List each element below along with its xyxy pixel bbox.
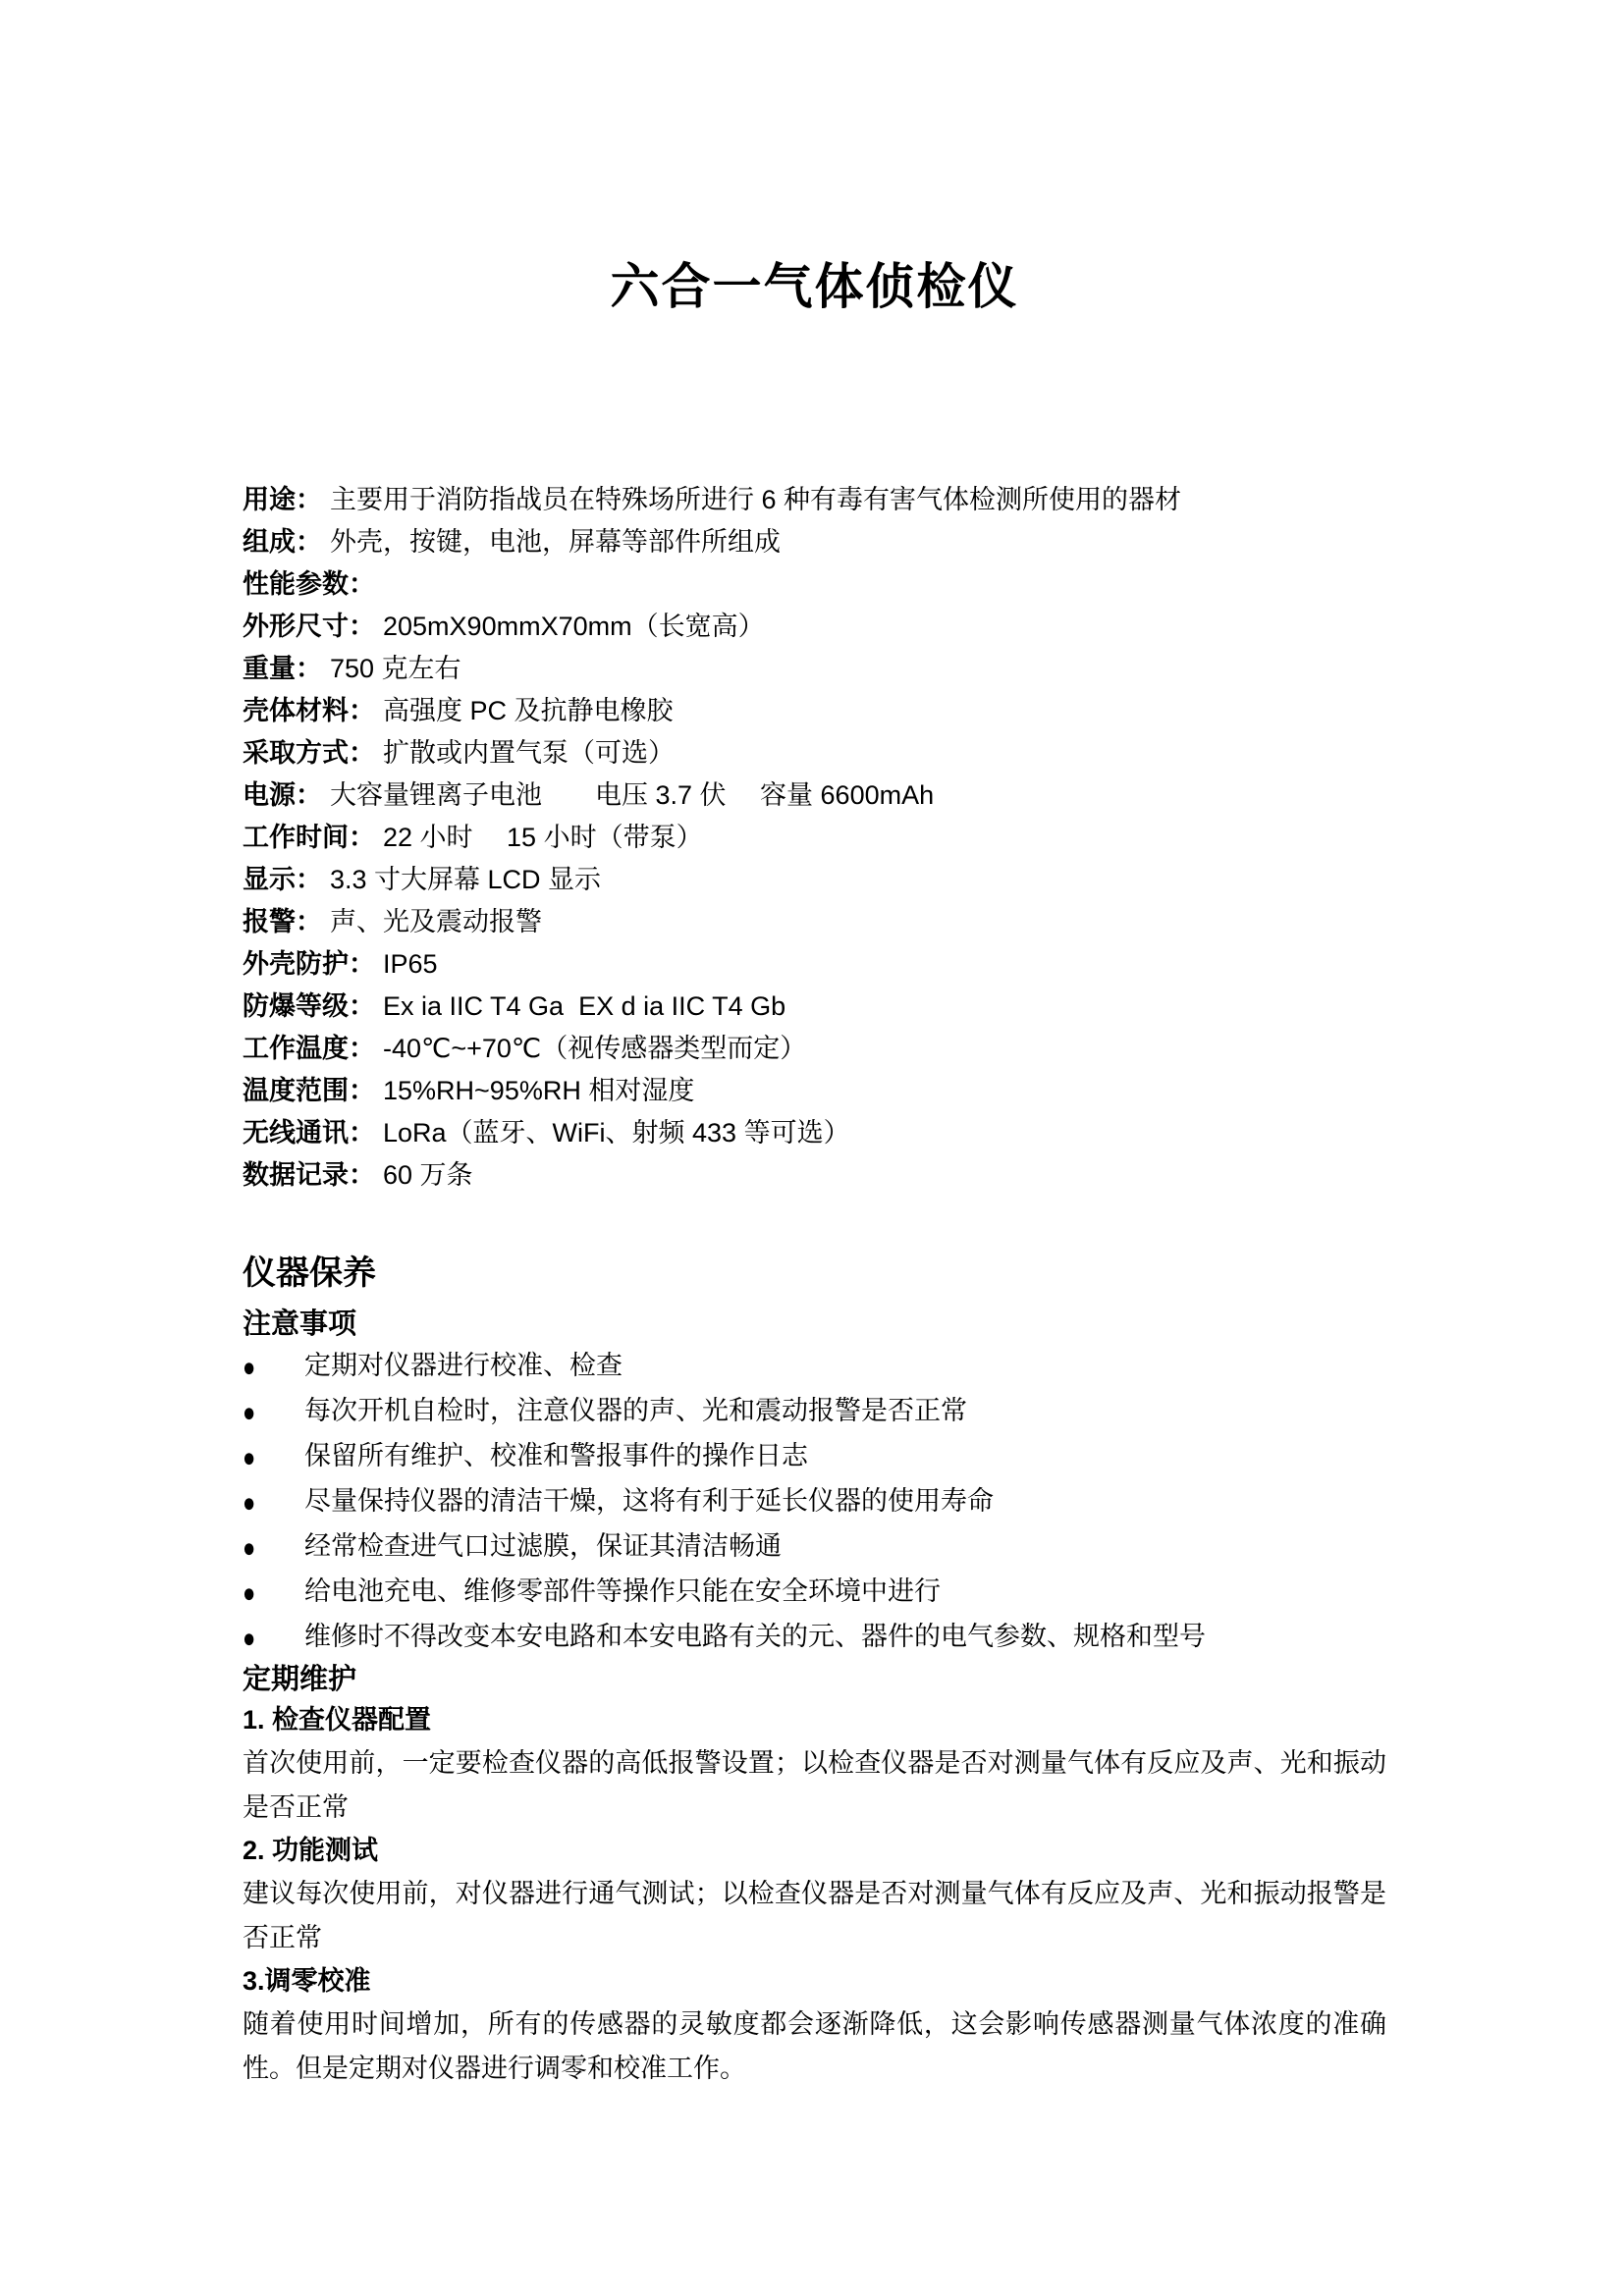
spec-row-wireless	[243, 1112, 1386, 1154]
spec-label: 温度范围：	[243, 1076, 375, 1105]
spec-row-power	[243, 774, 1386, 817]
maintenance-item-zero-calibration	[243, 1960, 1386, 2091]
note-text: 每次开机自检时，注意仪器的声、光和震动报警是否正常	[304, 1396, 967, 1425]
spec-row-ingress-protection	[243, 943, 1386, 986]
spec-value: LoRa（蓝牙、WiFi、射频 433 等可选）	[383, 1118, 850, 1148]
spec-value: 750 克左右	[330, 654, 461, 683]
spec-value: 60 万条	[383, 1160, 473, 1190]
maintenance-item-check-config	[243, 1699, 1386, 1830]
spec-row-purpose	[243, 479, 1386, 521]
notes-list	[243, 1344, 1386, 1660]
spec-label: 工作时间：	[243, 823, 375, 852]
section-heading-maintenance: 仪器保养	[243, 1255, 376, 1292]
spec-row-sampling-method	[243, 732, 1386, 774]
note-text: 经常检查进气口过滤膜，保证其清洁畅通	[304, 1531, 782, 1561]
bullet-icon: ●	[243, 1576, 256, 1609]
spec-value: 主要用于消防指战员在特殊场所进行 6 种有毒有害气体检测所使用的器材	[330, 485, 1182, 514]
note-text: 定期对仪器进行校准、检查	[304, 1351, 623, 1380]
list-item	[243, 1389, 1386, 1434]
spec-label: 报警：	[243, 907, 322, 936]
spec-label: 外壳防护：	[243, 949, 375, 979]
spec-value: -40℃~+70℃（视传感器类型而定）	[383, 1034, 807, 1063]
bullet-icon: ●	[243, 1351, 256, 1383]
spec-row-performance-params	[243, 563, 1386, 606]
spec-row-working-time	[243, 817, 1386, 859]
spec-label: 工作温度：	[243, 1034, 375, 1063]
spec-label: 性能参数：	[243, 569, 375, 599]
spec-label: 电源：	[243, 780, 322, 810]
spec-row-working-temperature	[243, 1028, 1386, 1070]
list-item	[243, 1479, 1386, 1524]
spec-value: 15%RH~95%RH 相对湿度	[383, 1076, 695, 1105]
spec-label: 外形尺寸：	[243, 612, 375, 641]
bullet-icon: ●	[243, 1486, 256, 1519]
spec-value: 大容量锂离子电池 电压 3.7 伏 容量 6600mAh	[330, 780, 935, 810]
spec-value: IP65	[383, 949, 438, 979]
spec-value: 扩散或内置气泵（可选）	[383, 738, 675, 768]
note-text: 维修时不得改变本安电路和本安电路有关的元、器件的电气参数、规格和型号	[304, 1622, 1206, 1651]
spec-row-alarm	[243, 901, 1386, 943]
spec-row-display	[243, 859, 1386, 901]
spec-row-dimensions	[243, 606, 1386, 648]
spec-label: 防爆等级：	[243, 991, 375, 1021]
spec-row-humidity-range	[243, 1070, 1386, 1112]
spec-list	[243, 479, 1386, 1197]
maintenance-item-body: 随着使用时间增加，所有的传感器的灵敏度都会逐渐降低，这会影响传感器测量气体浓度的准确性。但是定期对仪器进行调零和校准工作。	[243, 2009, 1386, 2083]
maintenance-item-title: 2. 功能测试	[243, 1836, 379, 1865]
sub-heading-periodic-maintenance: 定期维护	[243, 1664, 357, 1695]
spec-row-explosion-proof	[243, 986, 1386, 1028]
spec-label: 用途：	[243, 485, 322, 514]
maintenance-item-title: 3.调零校准	[243, 1966, 371, 1996]
list-item	[243, 1344, 1386, 1389]
maintenance-item-body: 首次使用前，一定要检查仪器的高低报警设置；以检查仪器是否对测量气体有反应及声、光和振动是否正常	[243, 1748, 1386, 1822]
sub-heading-notes: 注意事项	[243, 1308, 357, 1340]
list-item	[243, 1434, 1386, 1479]
maintenance-item-function-test	[243, 1830, 1386, 1960]
maintenance-item-body: 建议每次使用前，对仪器进行通气测试；以检查仪器是否对测量气体有反应及声、光和振动报警是否正常	[243, 1879, 1386, 1952]
spec-label: 壳体材料：	[243, 696, 375, 725]
document-title: 六合一气体侦检仪	[610, 259, 1019, 314]
note-text: 尽量保持仪器的清洁干燥，这将有利于延长仪器的使用寿命	[304, 1486, 994, 1516]
bullet-icon: ●	[243, 1396, 256, 1428]
bullet-icon: ●	[243, 1531, 256, 1564]
spec-label: 重量：	[243, 654, 322, 683]
spec-value: 高强度 PC 及抗静电橡胶	[383, 696, 674, 725]
spec-value: 205mX90mmX70mm（长宽高）	[383, 612, 765, 641]
spec-value: 3.3 寸大屏幕 LCD 显示	[330, 865, 602, 894]
list-item	[243, 1615, 1386, 1660]
spec-value: 声、光及震动报警	[330, 907, 542, 936]
bullet-icon: ●	[243, 1441, 256, 1473]
spec-row-composition	[243, 521, 1386, 563]
spec-label: 显示：	[243, 865, 322, 894]
spec-row-weight	[243, 648, 1386, 690]
spec-value: 22 小时 15 小时（带泵）	[383, 823, 703, 852]
bullet-icon: ●	[243, 1622, 256, 1654]
list-item	[243, 1570, 1386, 1615]
spec-value: Ex ia IIC T4 Ga EX d ia IIC T4 Gb	[383, 991, 786, 1021]
spec-row-data-logging	[243, 1154, 1386, 1197]
list-item	[243, 1524, 1386, 1570]
spec-label: 组成：	[243, 527, 322, 557]
spec-label: 无线通讯：	[243, 1118, 375, 1148]
spec-label: 数据记录：	[243, 1160, 375, 1190]
maintenance-item-title: 1. 检查仪器配置	[243, 1705, 432, 1735]
spec-value: 外壳，按键，电池，屏幕等部件所组成	[330, 527, 781, 557]
note-text: 给电池充电、维修零部件等操作只能在安全环境中进行	[304, 1576, 941, 1606]
note-text: 保留所有维护、校准和警报事件的操作日志	[304, 1441, 808, 1470]
spec-label: 采取方式：	[243, 738, 375, 768]
spec-row-shell-material	[243, 690, 1386, 732]
